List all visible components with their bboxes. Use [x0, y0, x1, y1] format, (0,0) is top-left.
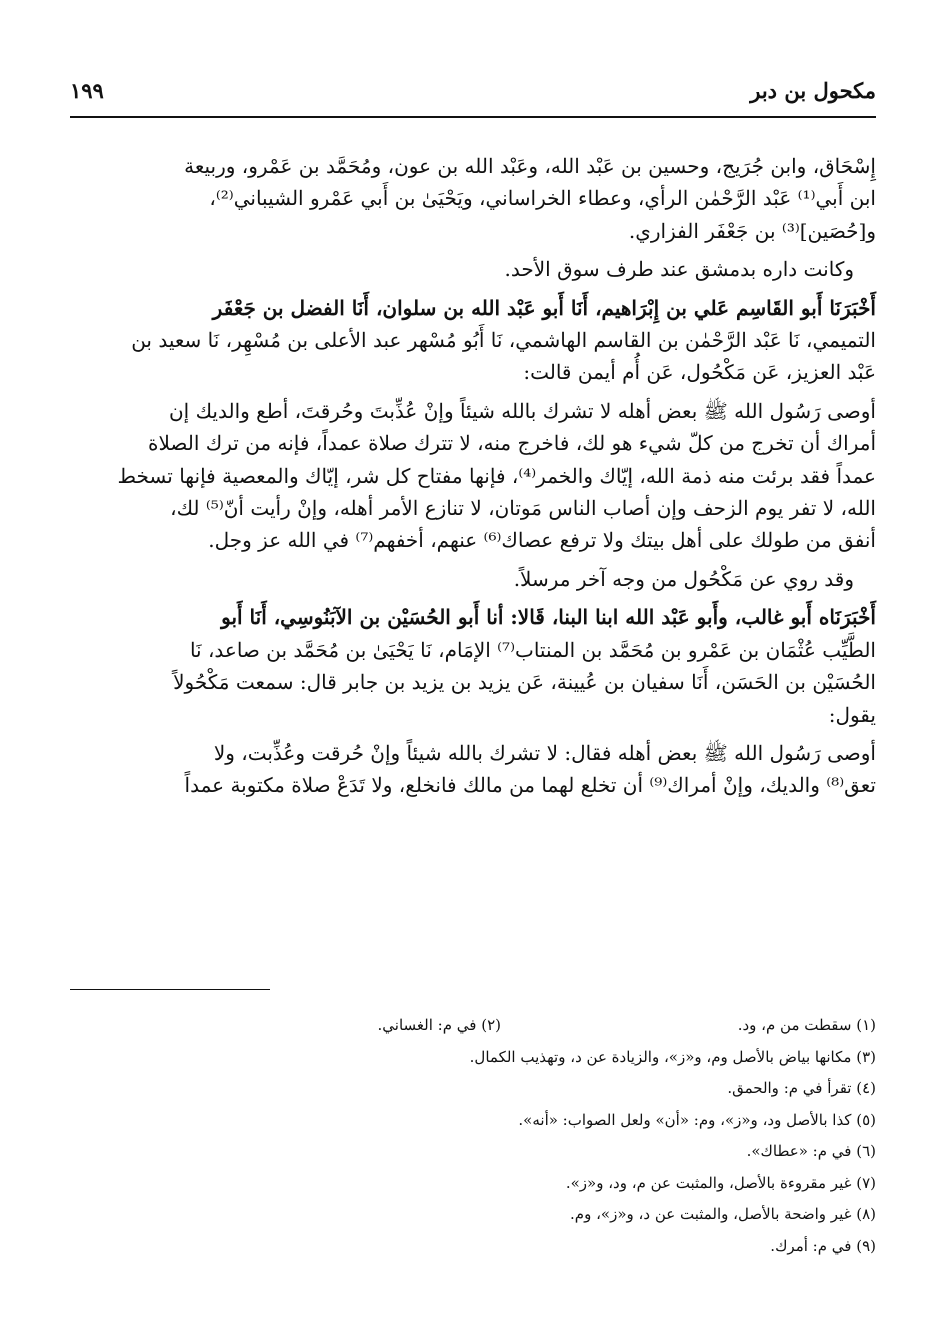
- running-header: [70, 70, 876, 116]
- footnote: (٢) في م: الغساني.: [377, 1016, 501, 1034]
- footnote: (٧) غير مقروءة بالأصل، والمثبت عن م، ود، و«ز».: [565, 1173, 876, 1192]
- paragraph-mursal: [70, 563, 876, 595]
- text-line: عَبْد العزيز، عَن مَكْحُول، عَن أُم أيمن قالت:: [523, 360, 876, 385]
- text-line: وقد روي عن مَكْحُول من وجه آخر مرسلاً.: [513, 566, 854, 591]
- text-line: يقول:: [828, 702, 876, 727]
- text-line: الله، لا تفر يوم الزحف وإن أصاب الناس مَوتان، لا تنازع الأمر أهله، وإنْ رأيت أنّ⁽⁵⁾ لك،: [170, 496, 876, 521]
- text-line: إِسْحَاق، وابن جُرَيج، وحسين بن عَبْد الله، وعَبْد الله بن عون، ومُحَمَّد بن عَمْرو، وربيعة: [184, 154, 876, 178]
- paragraph-hadith-1: [70, 395, 876, 557]
- main-text: [70, 150, 876, 808]
- text-line: تعق⁽⁸⁾ والديك، وإنْ أمراك⁽⁹⁾ أن تخلع لهما من مالك فانخلع، ولا تَدَعْ صلاة مكتوبة عمداً: [184, 773, 876, 798]
- footnote: (٥) كذا بالأصل ود، و«ز»، وم: «أن» ولعل الصواب: «أنه».: [518, 1110, 876, 1129]
- text-line: ابن أَبي⁽¹⁾ عَبْد الرَّحْمٰن الرأي، وعطاء الخراساني، ويَحْيَىٰ بن أَبي عَمْرو الشيباني⁽²⁾،: [209, 186, 876, 211]
- paragraph-isnad-2: [70, 601, 876, 731]
- footnote-row: [70, 1199, 876, 1231]
- footnote-row: [70, 1168, 876, 1200]
- footnote-row: [70, 1105, 876, 1137]
- footnote: (٣) مكانها بياض بالأصل وم، و«ز»، والزيادة عن د، وتهذيب الكمال.: [469, 1047, 876, 1066]
- text-line: أمراك أن تخرج من كلّ شيء هو لك، فاخرج منه، لا تترك صلاة عمداً، فإنه من ترك الصلاة: [148, 431, 876, 456]
- footnote-row: [70, 1042, 876, 1074]
- footnote-row: [70, 1073, 876, 1105]
- text-line: الطَّيِّب عُثْمَان بن عَمْرو بن مُحَمَّد بن المنتاب⁽⁷⁾ الإمَام، نَا يَحْيَىٰ بن مُحَمَّد بن صاعد، نَا: [189, 637, 876, 662]
- paragraph-narrators: [70, 150, 876, 247]
- footnote-rule: [70, 989, 270, 990]
- footnote: (٩) في م: أمرك.: [770, 1236, 876, 1255]
- text-line: أوصى رَسُول الله ﷺ بعض أهله فقال: لا تشرك بالله شيئاً وإنْ حُرقت وعُذِّبت، ولا: [213, 740, 876, 765]
- text-line: أوصى رَسُول الله ﷺ بعض أهله لا تشرك بالله شيئاً وإنْ عُذِّبتَ وحُرقتَ، أطع والديك إن: [168, 398, 876, 423]
- paragraph-house: [70, 253, 876, 285]
- paragraph-isnad-1: [70, 292, 876, 389]
- footnote-row: [70, 1136, 876, 1168]
- text-line: أنفق من طولك على أهل بيتك ولا ترفع عصاك⁽⁶⁾ عنهم، أخفهم⁽⁷⁾ في الله عز وجل.: [208, 528, 876, 553]
- footnote: (٤) تقرأ في م: والحمق.: [727, 1079, 876, 1097]
- text-line: الحُسَيْن بن الحَسَن، أَنَا سفيان بن عُيينة، عَن يزيد بن يزيد بن جابر قال: سمعت مَكْحُولاً: [173, 670, 876, 695]
- paragraph-hadith-2: [70, 737, 876, 802]
- book-page: [70, 70, 876, 1255]
- footnote-row: [70, 1010, 876, 1042]
- text-line: و[حُصَين]⁽³⁾ بن جَعْفَر الفزاري.: [628, 218, 876, 243]
- footnotes: [70, 1010, 876, 1262]
- running-title: مكحول بن دبر: [750, 78, 876, 103]
- footnote: (٨) غير واضحة بالأصل، والمثبت عن د، و«ز»، وم.: [570, 1205, 876, 1223]
- text-line: وكانت داره بدمشق عند طرف سوق الأحد.: [504, 257, 854, 282]
- footnote: (٦) في م: «عطاك».: [746, 1142, 876, 1160]
- text-line: أَخْبَرَنَاه أَبو غالب، وأَبو عَبْد الله ابنا البنا، قَالا: أنا أَبو الحُسَيْن بن الآبَنُوسِي، أَنَا أَبو: [221, 605, 876, 630]
- footnote: (١) سقطت من م، ود.: [737, 1016, 876, 1034]
- text-line: أَخْبَرَنَا أَبو القَاسِم عَلي بن إِبْرَاهيم، أَنَا أَبو عَبْد الله بن سلوان، أَنَا الفضل بن جَعْفَر: [212, 295, 876, 320]
- header-rule: [70, 116, 876, 118]
- text-line: التميمي، نَا عَبْد الرَّحْمٰن بن القاسم الهاشمي، نَا أَبُو مُسْهر عبد الأعلى بن مُسْهِر، نَا سعيد بن: [131, 328, 876, 353]
- footnote-row: [70, 1231, 876, 1263]
- page-number: ١٩٩: [70, 78, 104, 103]
- text-line: عمداً فقد برئت منه ذمة الله، إيّاك والخمر⁽⁴⁾، فإنها مفتاح كل شر، إيّاك والمعصية فإنها تسخط: [117, 463, 876, 488]
